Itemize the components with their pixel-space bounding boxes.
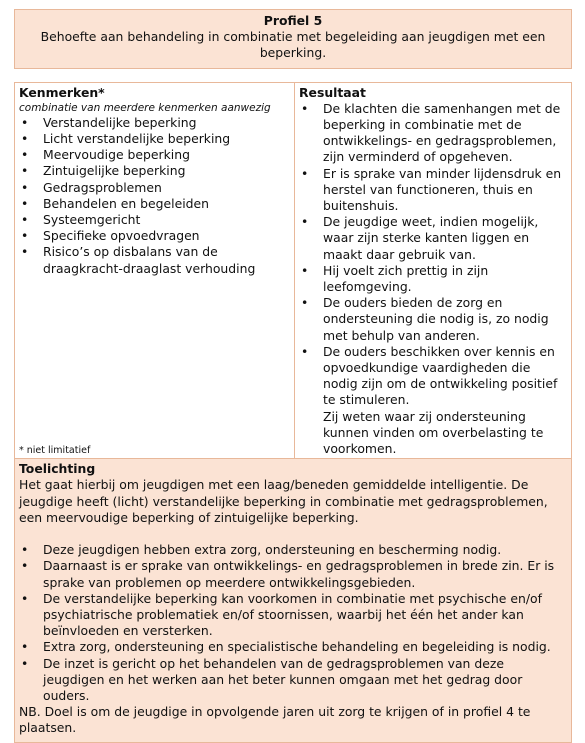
toelichting-title: Toelichting bbox=[19, 461, 96, 477]
toelichting-list bbox=[19, 542, 567, 704]
list-item: • Extra zorg, ondersteuning en specialistische behandeling en begeleiding is nodig. bbox=[19, 639, 567, 655]
list-item: • Systeemgericht bbox=[19, 212, 290, 228]
list-item: • Licht verstandelijke beperking bbox=[19, 131, 290, 147]
list-item: • Deze jeugdigen hebben extra zorg, ondersteuning en bescherming nodig. bbox=[19, 542, 567, 558]
list-item: • Verstandelijke beperking bbox=[19, 115, 290, 131]
list-item: • De verstandelijke beperking kan voorkomen in combinatie met psychische en/of psychiatrische problematiek en/of stoornissen, waarbij het één het ander kan beïnvloeden en versterken. bbox=[19, 591, 567, 640]
list-item: • Specifieke opvoedvragen bbox=[19, 228, 290, 244]
kenmerken-note: combinatie van meerdere kenmerken aanwezig bbox=[19, 101, 271, 114]
kenmerken-column bbox=[15, 83, 295, 459]
list-item: • De jeugdige weet, indien mogelijk, waar zijn sterke kanten liggen en maakt daar gebruik van. bbox=[299, 214, 567, 263]
spacer bbox=[19, 526, 567, 542]
list-item: • Daarnaast is er sprake van ontwikkelings- en gedragsproblemen in brede zin. Er is sprake van problemen op meerdere ontwikkelingsgebieden. bbox=[19, 558, 567, 590]
list-item: • Risico’s op disbalans van de draagkracht-draaglast verhouding bbox=[19, 244, 290, 276]
list-item: • Gedragsproblemen bbox=[19, 180, 290, 196]
resultaat-column bbox=[295, 83, 571, 459]
section-gap bbox=[14, 69, 572, 82]
toelichting-nb: NB. Doel is om de jeugdige in opvolgende jaren uit zorg te krijgen of in profiel 4 te plaatsen. bbox=[19, 704, 531, 736]
list-item: • Behandelen en begeleiden bbox=[19, 196, 290, 212]
list-item: • De klachten die samenhangen met de beperking in combinatie met de ontwikkelings- en gedragsproblemen, zijn verminderd of opgeheven. bbox=[299, 101, 567, 166]
profile-document bbox=[14, 9, 572, 743]
list-item: • Hij voelt zich prettig in zijn leefomgeving. bbox=[299, 263, 567, 295]
list-item: • De ouders bieden de zorg en ondersteuning die nodig is, zo nodig met behulp van anderen. bbox=[299, 295, 567, 344]
list-item: • De ouders beschikken over kennis en opvoedkundige vaardigheden die nodig zijn om de ontwikkeling positief te stimuleren. bbox=[299, 344, 567, 409]
list-item: • Meervoudige beperking bbox=[19, 147, 290, 163]
kenmerken-footnote: * niet limitatief bbox=[19, 445, 91, 457]
profile-title: Profiel 5 bbox=[263, 13, 323, 28]
kenmerken-list bbox=[19, 115, 290, 277]
profile-subtitle: Behoefte aan behandeling in combinatie met begeleiding aan jeugdigen met een beperking. bbox=[40, 29, 546, 61]
toelichting-section bbox=[14, 459, 572, 742]
resultaat-list bbox=[299, 101, 567, 409]
resultaat-extra: Zij weten waar zij ondersteuning kunnen vinden om overbelasting te voorkomen. bbox=[323, 408, 544, 457]
toelichting-intro: Het gaat hierbij om jeugdigen met een laag/beneden gemiddelde intelligentie. De jeugdige heeft (licht) verstandelijke beperking in combinatie met gedragsproblemen, een meervoudige beperking of zintuigelijke beperking. bbox=[19, 477, 548, 525]
list-item: • Er is sprake van minder lijdensdruk en herstel van functioneren, thuis en buitenshuis. bbox=[299, 166, 567, 215]
kenmerken-title: Kenmerken* bbox=[19, 84, 105, 100]
profile-header bbox=[14, 9, 572, 69]
resultaat-title: Resultaat bbox=[299, 84, 366, 100]
list-item: • De inzet is gericht op het behandelen van de gedragsproblemen van deze jeugdigen en het werken aan het beter kunnen omgaan met het gedrag door ouders. bbox=[19, 656, 567, 705]
kenmerken-resultaat-table bbox=[14, 82, 572, 460]
list-item: • Zintuigelijke beperking bbox=[19, 163, 290, 179]
